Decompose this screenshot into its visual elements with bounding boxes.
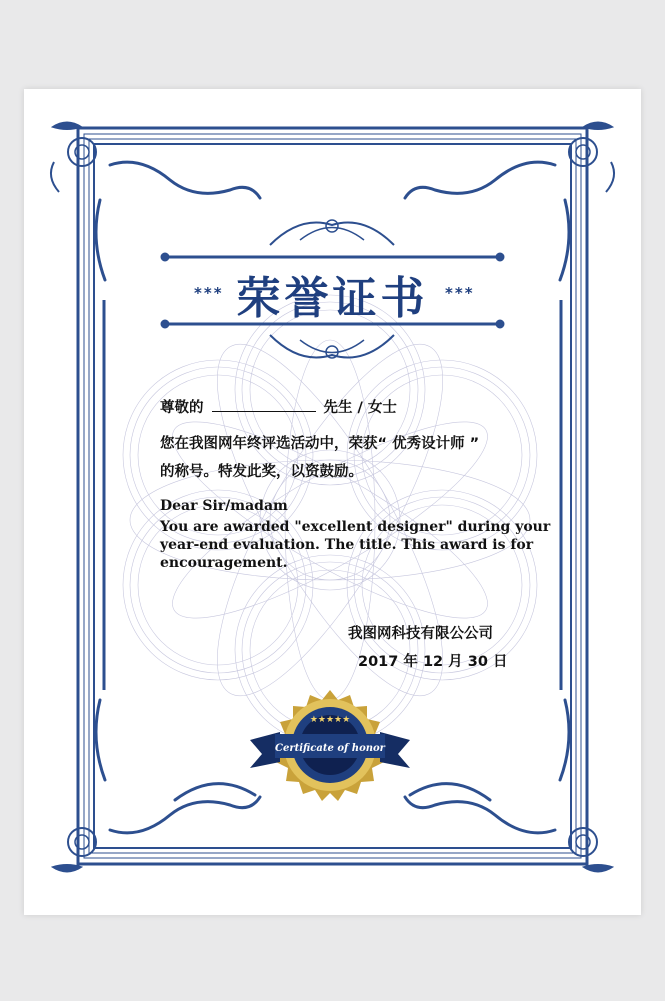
salutation-cn-prefix: 尊敬的	[160, 400, 204, 416]
body-en-line2: year-end evaluation. The title. This award is for	[160, 537, 534, 553]
salutation-cn	[160, 396, 397, 417]
svg-text:★★★★★: ★★★★★	[309, 715, 351, 725]
issue-date: 2017 年 12 月 30 日	[358, 654, 508, 670]
title-stars-right: ***	[445, 284, 475, 302]
certificate-title: 荣誉证书	[236, 273, 429, 324]
body-cn-line1: 您在我图网年终评选活动中，荣获“ 优秀设计师 ”	[160, 436, 480, 452]
company-name: 我图网科技有限公公司	[348, 626, 493, 642]
salutation-en: Dear Sir/madam	[160, 498, 288, 514]
title-stars-left: ***	[194, 284, 224, 302]
body-en-line3: encouragement.	[160, 555, 288, 571]
seal-text: Certificate of honor	[275, 743, 385, 754]
name-blank-line	[212, 397, 316, 412]
body-en-line1: You are awarded "excellent designer" during your	[160, 519, 551, 535]
body-cn-line2: 的称号。特发此奖，以资鼓励。	[160, 464, 363, 480]
honor-seal	[250, 690, 410, 801]
salutation-cn-suffix: 先生 / 女士	[323, 400, 397, 416]
